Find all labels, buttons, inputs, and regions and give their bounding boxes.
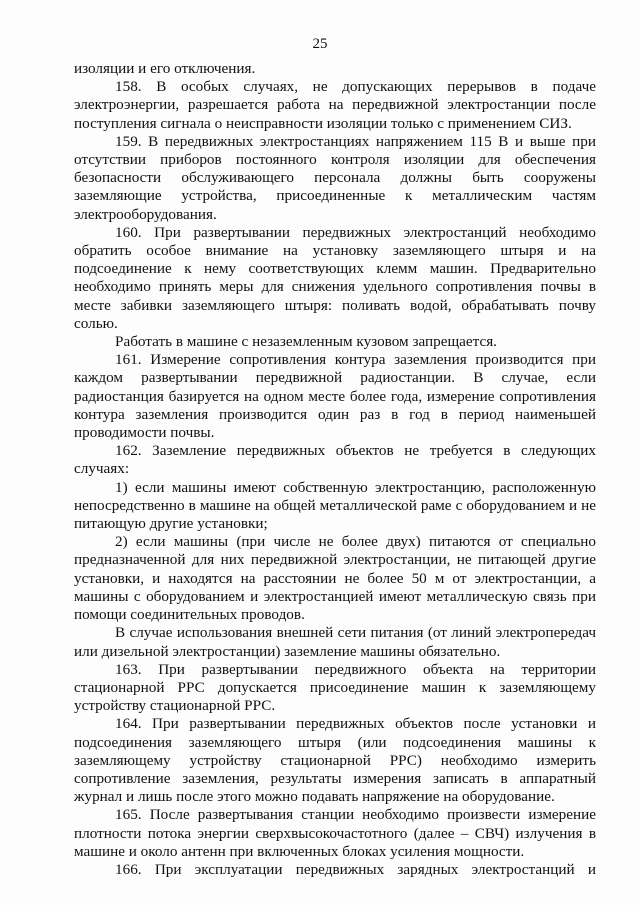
body-text [74, 60, 596, 879]
paragraph: 166. При эксплуатации передвижных зарядных электростанций и [115, 860, 596, 878]
paragraph: 163. При развертывании передвижного объекта на территории стационарной РРС допускается присоединение машин к заземляющему устройству стационарной РРС. [74, 660, 596, 715]
page-number: 25 [312, 36, 328, 52]
paragraph: 165. После развертывания станции необходимо произвести измерение плотности потока энергии сверхвысокочастотного (далее – СВЧ) излучения в машине и около антенн при включенных блоках усиления мощности. [74, 806, 596, 860]
paragraph: Работать в машине с незаземленным кузовом запрещается. [115, 333, 497, 351]
paragraph: 161. Измерение сопротивления контура заземления производится при каждом развертывании передвижной радиостанции. В случае, если радиостанция базируется на одном месте более года, измерение сопротивления контура заземления производится один раз в год в период наименьшей проводимости почвы. [74, 351, 596, 442]
paragraph: 158. В особых случаях, не допускающих перерывов в подаче электроэнергии, разрешается работа на передвижной электростанции после поступления сигнала о неисправности изоляции только с применением СИЗ. [74, 78, 596, 132]
paragraph: 1) если машины имеют собственную электростанцию, расположенную непосредственно в машине на общей металлической раме с оборудованием и не питающую другие установки; [74, 478, 596, 533]
paragraph: 159. В передвижных электростанциях напряжением 115 В и выше при отсутствии приборов постоянного контроля изоляции для обеспечения безопасности обслуживающего персонала должны быть сооружены заземляющие устройства, присоединенные к металлическим частям электрооборудования. [74, 132, 596, 223]
paragraph: В случае использования внешней сети питания (от линий электропередач или дизельной электростанции) заземление машины обязательно. [74, 624, 596, 660]
paragraph: 162. Заземление передвижных объектов не требуется в следующих случаях: [74, 442, 596, 478]
paragraph: 2) если машины (при числе не более двух) питаются от специально предназначенной для них передвижной электростанции, не питающей другие установки, и находятся на расстоянии не более 50 м от электростанции, а машины с оборудованием и электростанцией имеют металлическую связь при помощи соединительных проводов. [74, 533, 596, 624]
paragraph: 164. При развертывании передвижных объектов после установки и подсоединения заземляющего штыря (или подсоединения машины к заземляющему устройству стационарной РРС) необходимо измерить сопротивление заземления, результаты измерения записать в аппаратный журнал и лишь после этого можно подавать напряжение на оборудование. [74, 715, 596, 806]
paragraph: 160. При развертывании передвижных электростанций необходимо обратить особое внимание на установку заземляющего штыря и на подсоединение к нему соответствующих клемм машин. Предварительно необходимо принять меры для снижения удельного сопротивления почвы в месте забивки заземляющего штыря: поливать водой, обрабатывать почву солью. [74, 223, 596, 332]
paragraph: изоляции и его отключения. [74, 60, 256, 77]
